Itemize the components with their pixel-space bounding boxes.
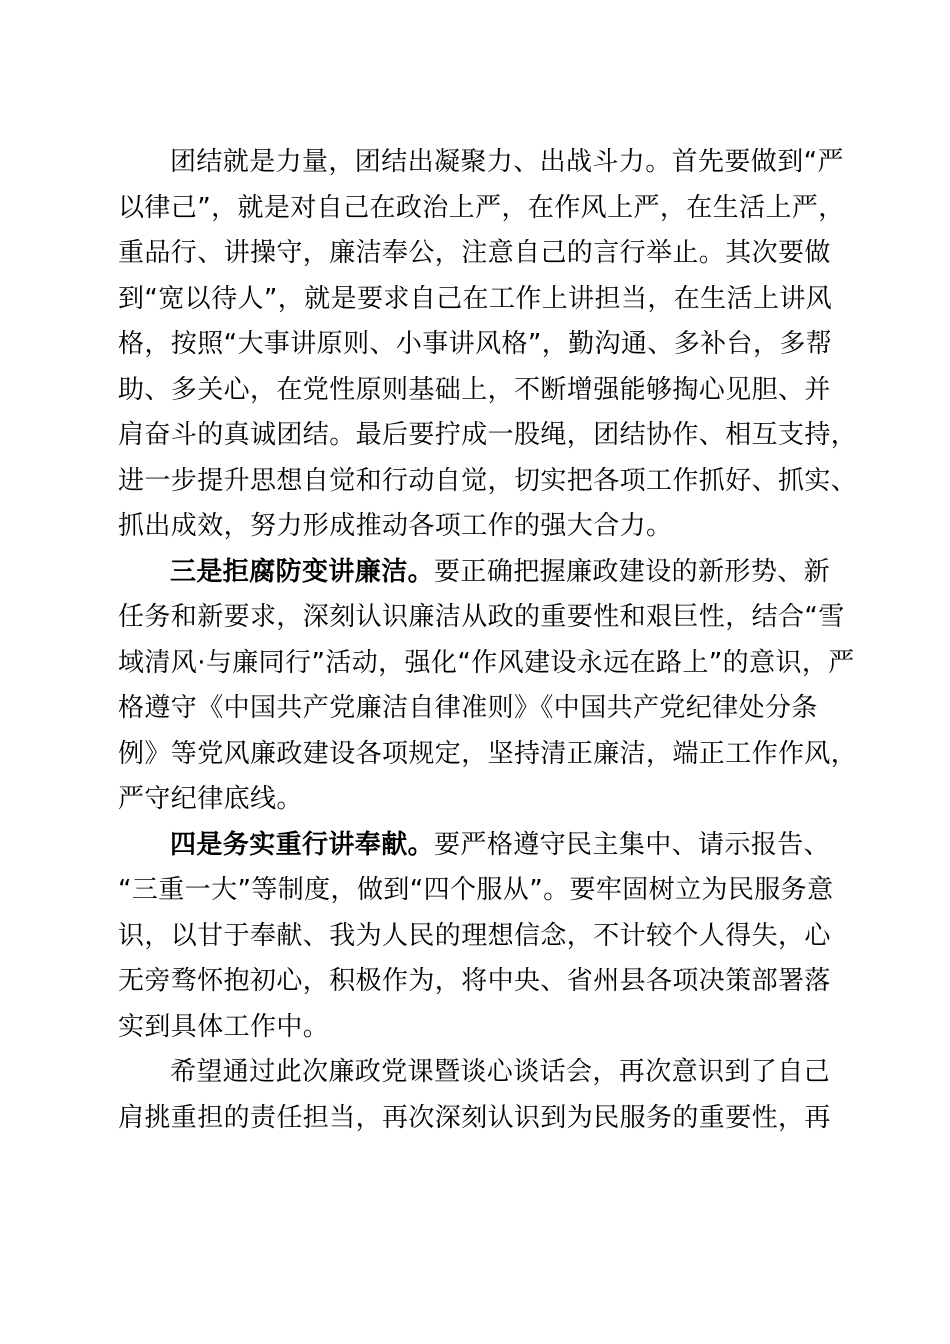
text-line: 到“宽以待人”，就是要求自己在工作上讲担当，在生活上讲风 xyxy=(118,283,833,314)
text-line: 肩奋斗的真诚团结。最后要拧成一股绳，团结协作、相互支持， xyxy=(118,420,858,450)
text-line: 严守纪律底线。 xyxy=(118,784,303,814)
text-segment: 要正确把握廉政建设的新形势、新 xyxy=(434,556,831,587)
text-line: 抓出成效，努力形成推动各项工作的强大合力。 xyxy=(118,511,673,541)
text-line: 无旁骛怀抱初心，积极作为，将中央、省州县各项决策部署落 xyxy=(118,966,831,996)
text-line: 识，以甘于奉献、我为人民的理想信念，不计较个人得失，心 xyxy=(118,920,831,951)
text-line: “三重一大”等制度，做到“四个服从”。要牢固树立为民服务意 xyxy=(118,875,834,905)
text-line: 助、多关心，在党性原则基础上，不断增强能够掏心见胆、并 xyxy=(118,374,831,405)
text-line: 格，按照“大事讲原则、小事讲风格”，勤沟通、多补台，多帮 xyxy=(118,329,833,359)
text-line xyxy=(118,550,832,596)
text-line: 以律己”，就是对自己在政治上严，在作风上严，在生活上严， xyxy=(118,192,845,223)
text-line: 进一步提升思想自觉和行动自觉，切实把各项工作抓好、抓实、 xyxy=(118,465,858,496)
document-body xyxy=(118,140,858,1141)
text-line: 格遵守《中国共产党廉洁自律准则》《中国共产党纪律处分条 xyxy=(118,693,818,723)
text-line: 肩挑重担的责任担当，再次深刻认识到为民服务的重要性，再 xyxy=(118,1102,831,1133)
paragraph-integrity xyxy=(118,550,858,823)
text-segment: 要严格遵守民主集中、请示报告、 xyxy=(434,829,831,860)
text-line: 实到具体工作中。 xyxy=(118,1011,330,1042)
paragraph-conclusion xyxy=(118,1050,832,1141)
paragraph-dedication xyxy=(118,823,832,1051)
text-line: 任务和新要求，深刻认识廉洁从政的重要性和艰巨性，结合“雪 xyxy=(118,602,845,632)
text-line xyxy=(118,823,832,869)
paragraph-unity xyxy=(118,140,858,550)
text-line: 希望通过此次廉政党课暨谈心谈话会，再次意识到了自己 xyxy=(170,1057,831,1087)
text-line: 团结就是力量，团结出凝聚力、出战斗力。首先要做到“严 xyxy=(170,147,844,177)
text-line: 重品行、讲操守，廉洁奉公，注意自己的言行举止。其次要做 xyxy=(118,238,831,268)
paragraph-heading: 四是务实重行讲奉献。 xyxy=(170,829,435,860)
text-line: 域清风·与廉同行”活动，强化“作风建设永远在路上”的意识，严 xyxy=(118,647,855,678)
text-line: 例》等党风廉政建设各项规定，坚持清正廉洁，端正工作作风， xyxy=(118,738,858,769)
paragraph-heading: 三是拒腐防变讲廉洁。 xyxy=(170,556,435,587)
